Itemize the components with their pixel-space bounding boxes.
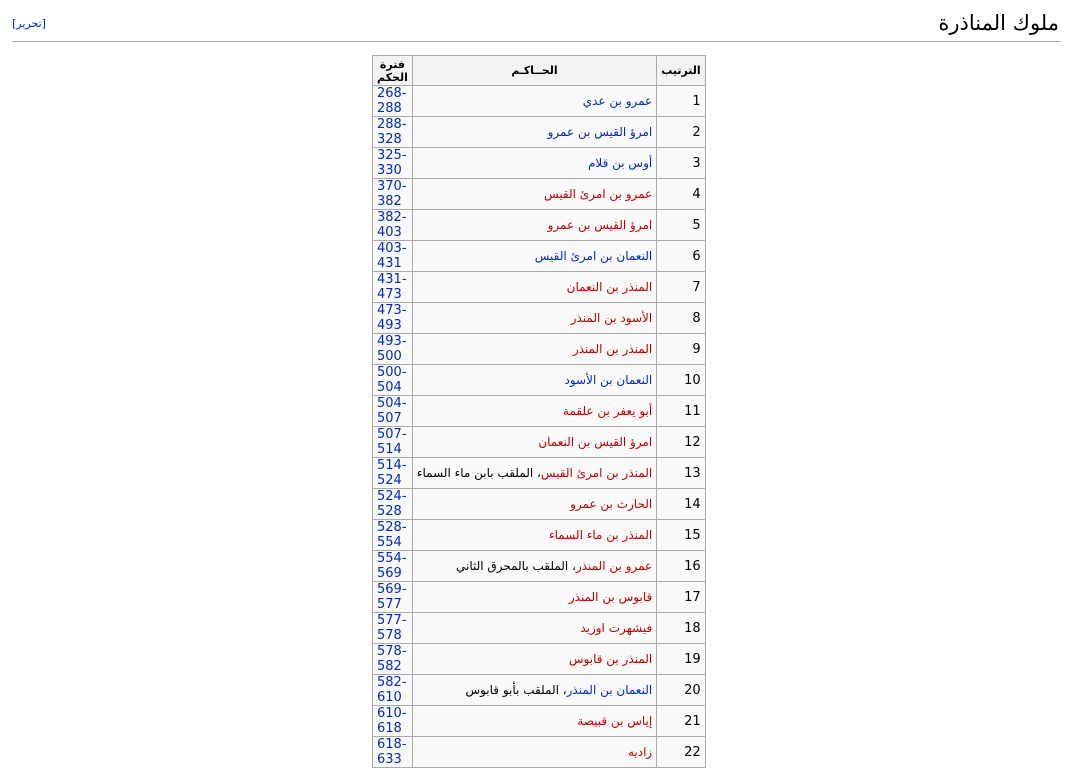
ruler-title-suffix: ، الملقب بالمحرق الثاني <box>455 559 576 573</box>
section-title: ملوك المناذرة <box>938 11 1059 35</box>
table-row <box>373 272 706 303</box>
period-link[interactable]: 268-288 <box>377 86 407 116</box>
rank-cell: 18 <box>657 613 706 644</box>
rank-cell: 10 <box>657 365 706 396</box>
rank-cell: 1 <box>657 86 706 117</box>
rank-cell: 22 <box>657 737 706 768</box>
rank-cell: 16 <box>657 551 706 582</box>
edit-section <box>12 17 46 30</box>
ruler-link[interactable]: امرؤ القيس بن عمرو <box>547 218 653 232</box>
period-cell <box>373 737 413 768</box>
period-cell <box>373 675 413 706</box>
rank-cell: 6 <box>657 241 706 272</box>
period-link[interactable]: 473-493 <box>377 303 407 333</box>
ruler-link[interactable]: عمرو بن امرئ القيس <box>544 187 653 201</box>
period-cell <box>373 365 413 396</box>
ruler-link[interactable]: الأسود بن المنذر <box>570 311 653 325</box>
rank-cell: 21 <box>657 706 706 737</box>
rulers-table <box>372 55 706 768</box>
period-link[interactable]: 554-569 <box>377 551 407 581</box>
period-link[interactable]: 382-403 <box>377 210 407 240</box>
period-link[interactable]: 569-577 <box>377 582 407 612</box>
ruler-cell <box>412 644 656 675</box>
table-row <box>373 644 706 675</box>
ruler-cell <box>412 241 656 272</box>
table-row <box>373 458 706 489</box>
rank-cell: 3 <box>657 148 706 179</box>
ruler-cell <box>412 365 656 396</box>
ruler-link[interactable]: أبو يعفر بن علقمة <box>563 404 653 418</box>
ruler-link[interactable]: عمرو بن المنذر <box>575 559 653 573</box>
table-row <box>373 489 706 520</box>
ruler-cell <box>412 148 656 179</box>
ruler-link[interactable]: النعمان بن امرئ القيس <box>534 249 653 263</box>
period-link[interactable]: 403-431 <box>377 241 407 271</box>
ruler-link[interactable]: فيشهرت اوزيد <box>580 621 653 635</box>
ruler-link[interactable]: قابوس بن المنذر <box>568 590 653 604</box>
rank-cell: 9 <box>657 334 706 365</box>
ruler-cell <box>412 179 656 210</box>
ruler-cell <box>412 613 656 644</box>
period-link[interactable]: 578-582 <box>377 644 407 674</box>
rank-cell: 2 <box>657 117 706 148</box>
table-row <box>373 365 706 396</box>
period-link[interactable]: 582-610 <box>377 675 407 705</box>
period-cell <box>373 613 413 644</box>
table-row <box>373 613 706 644</box>
period-link[interactable]: 504-507 <box>377 396 407 426</box>
period-link[interactable]: 577-578 <box>377 613 407 643</box>
table-row <box>373 551 706 582</box>
period-link[interactable]: 618-633 <box>377 737 407 767</box>
table-row <box>373 427 706 458</box>
ruler-cell <box>412 210 656 241</box>
rank-cell: 13 <box>657 458 706 489</box>
ruler-cell <box>412 303 656 334</box>
rank-cell: 8 <box>657 303 706 334</box>
table-row <box>373 737 706 768</box>
ruler-cell <box>412 520 656 551</box>
period-cell <box>373 272 413 303</box>
ruler-cell <box>412 334 656 365</box>
ruler-cell <box>412 458 656 489</box>
table-row <box>373 148 706 179</box>
ruler-link[interactable]: المنذر بن النعمان <box>566 280 653 294</box>
period-cell <box>373 303 413 334</box>
ruler-cell <box>412 86 656 117</box>
ruler-cell <box>412 675 656 706</box>
table-row <box>373 179 706 210</box>
ruler-title-suffix: ، الملقب بابن ماء السماء <box>416 466 541 480</box>
period-cell <box>373 458 413 489</box>
period-link[interactable]: 524-528 <box>377 489 407 519</box>
period-link[interactable]: 431-473 <box>377 272 407 302</box>
ruler-link[interactable]: امرؤ القيس بن عمرو <box>547 125 653 139</box>
period-cell <box>373 427 413 458</box>
rank-cell: 19 <box>657 644 706 675</box>
ruler-link[interactable]: المنذر بن ماء السماء <box>548 528 653 542</box>
ruler-link[interactable]: المنذر بن المنذر <box>572 342 653 356</box>
table-row <box>373 210 706 241</box>
ruler-cell <box>412 706 656 737</box>
header-period: فترة الحكم <box>373 56 413 86</box>
period-link[interactable]: 288-328 <box>377 117 407 147</box>
table-header-row <box>373 56 706 86</box>
table-row <box>373 520 706 551</box>
period-link[interactable]: 528-554 <box>377 520 407 550</box>
ruler-link[interactable]: النعمان بن الأسود <box>564 373 653 387</box>
table-row <box>373 706 706 737</box>
table-row <box>373 396 706 427</box>
period-cell <box>373 148 413 179</box>
section-heading <box>12 8 1061 42</box>
rank-cell: 7 <box>657 272 706 303</box>
period-link[interactable]: 514-524 <box>377 458 407 488</box>
period-cell <box>373 706 413 737</box>
ruler-link[interactable]: المنذر بن قابوس <box>568 652 653 666</box>
table-row <box>373 303 706 334</box>
edit-section-link[interactable]: [تحرير] <box>12 17 46 30</box>
table-row <box>373 117 706 148</box>
period-cell <box>373 117 413 148</box>
ruler-link[interactable]: الحارث بن عمرو <box>570 497 653 511</box>
period-cell <box>373 644 413 675</box>
ruler-link[interactable]: النعمان بن المنذر <box>566 683 653 697</box>
period-cell <box>373 210 413 241</box>
period-cell <box>373 396 413 427</box>
rank-cell: 12 <box>657 427 706 458</box>
period-cell <box>373 334 413 365</box>
table-row <box>373 582 706 613</box>
rank-cell: 14 <box>657 489 706 520</box>
rank-cell: 11 <box>657 396 706 427</box>
ruler-title-suffix: ، الملقب بأبو قابوس <box>465 683 567 697</box>
rank-cell: 15 <box>657 520 706 551</box>
ruler-link[interactable]: زاديه <box>627 745 653 759</box>
header-ruler: الحــاكـم <box>412 56 656 86</box>
ruler-cell <box>412 489 656 520</box>
ruler-link[interactable]: امرؤ القيس بن النعمان <box>538 435 653 449</box>
period-cell <box>373 520 413 551</box>
period-cell <box>373 241 413 272</box>
header-rank: الترتيب <box>657 56 706 86</box>
ruler-cell <box>412 117 656 148</box>
ruler-cell <box>412 582 656 613</box>
period-link[interactable]: 500-504 <box>377 365 407 395</box>
rank-cell: 17 <box>657 582 706 613</box>
period-cell <box>373 179 413 210</box>
table-row <box>373 675 706 706</box>
ruler-cell <box>412 427 656 458</box>
period-link[interactable]: 507-514 <box>377 427 407 457</box>
period-link[interactable]: 370-382 <box>377 179 407 209</box>
ruler-link[interactable]: المنذر بن امرئ القيس <box>540 466 653 480</box>
period-cell <box>373 582 413 613</box>
rank-cell: 5 <box>657 210 706 241</box>
ruler-cell <box>412 396 656 427</box>
period-link[interactable]: 610-618 <box>377 706 407 736</box>
table-row <box>373 241 706 272</box>
ruler-link[interactable]: إياس بن قبيصة <box>577 714 653 728</box>
rank-cell: 20 <box>657 675 706 706</box>
period-cell <box>373 86 413 117</box>
ruler-cell <box>412 551 656 582</box>
table-row <box>373 86 706 117</box>
period-link[interactable]: 325-330 <box>377 148 407 178</box>
ruler-link[interactable]: عمرو بن عدي <box>582 94 653 108</box>
rank-cell: 4 <box>657 179 706 210</box>
ruler-cell <box>412 737 656 768</box>
period-cell <box>373 489 413 520</box>
ruler-link[interactable]: أوس بن قلام <box>587 156 653 170</box>
period-link[interactable]: 493-500 <box>377 334 407 364</box>
table-row <box>373 334 706 365</box>
ruler-cell <box>412 272 656 303</box>
period-cell <box>373 551 413 582</box>
